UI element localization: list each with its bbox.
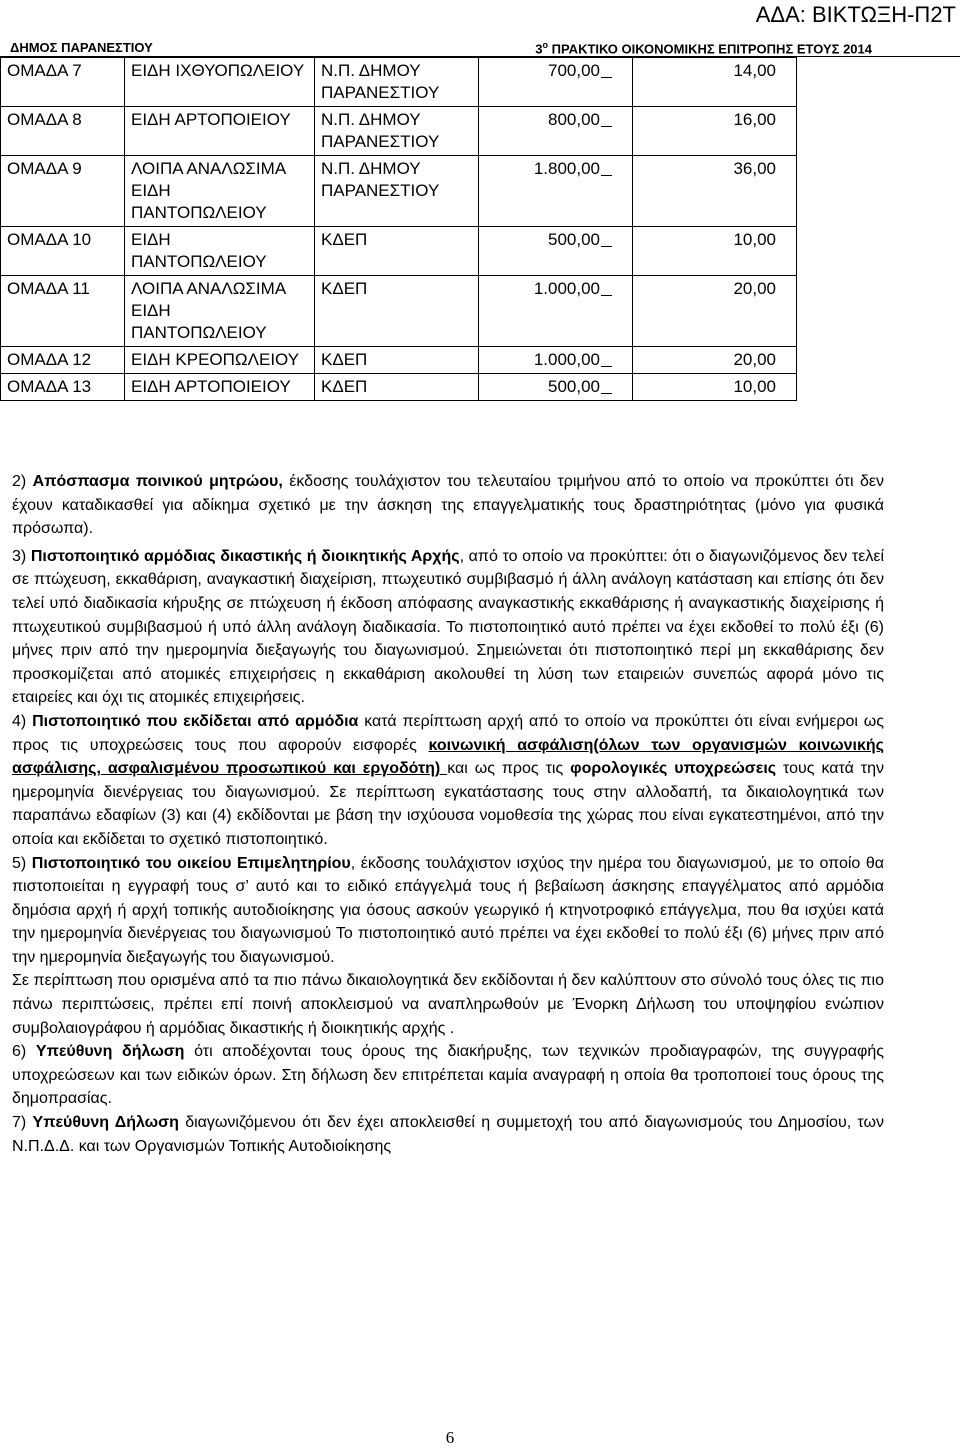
amount-cell: 1.800,00 xyxy=(479,156,633,227)
group-cell: ΟΜΑΔΑ 8 xyxy=(1,107,125,156)
group-cell: ΟΜΑΔΑ 11 xyxy=(1,276,125,347)
item-cell: ΛΟΙΠΑ ΑΝΑΛΩΣΙΜΑ ΕΙΔΗ ΠΑΝΤΟΠΩΛΕΙΟΥ xyxy=(125,276,315,347)
document-body xyxy=(12,470,884,1158)
table-row xyxy=(1,227,797,276)
amount-cell: 500,00 xyxy=(479,227,633,276)
amount-cell: 1.000,00 xyxy=(479,276,633,347)
org-cell: ΚΔΕΠ xyxy=(315,227,479,276)
amount-cell: 1.000,00 xyxy=(479,347,633,374)
paragraph-4: 4) Πιστοποιητικό που εκδίδεται από αρμόδια κατά περίπτωση αρχή από το οποίο να προκύπτει ότι είναι ενήμεροι ως προς τις υποχρεώσεις τους που αφορούν εισφορές κοινωνική ασφάλιση(όλων των οργανισμών κοινωνικής ασφάλισης, ασφαλισμένου προσωπικού και εργοδότη) και ως προς τις φορολογικές υποχρεώσεις τους κατά την ημερομηνία διενέργειας του διαγωνισμού. Σε περίπτωση εγκατάστασης τους στην αλλοδαπή, τα δικαιολογητικά των παραπάνω εδαφίων (3) και (4) εκδίδονται με βάση την ισχύουσα νομοθεσία της χώρας που είναι εγκατεστημένοι, από την οποία και εκδίδεται το σχετικό πιστοποιητικό. xyxy=(12,712,885,848)
currency-mark xyxy=(601,233,612,247)
percent-cell: 36,00 xyxy=(633,156,797,227)
org-cell: Ν.Π. ΔΗΜΟΥ ΠΑΡΑΝΕΣΤΙΟΥ xyxy=(315,58,479,107)
paragraph-3: 3) Πιστοποιητικό αρμόδιας δικαστικής ή διοικητικής Αρχής, από το οποίο να προκύπτει: ότι ο διαγωνιζόμενος δεν τελεί σε πτώχευση, εκκαθάριση, αναγκαστική διαχείριση, πτωχευτικό συμβιβασμό ή άλλη ανάλογη κατάσταση και επίσης ότι δεν τελεί υπό διαδικασία κήρυξης σε πτώχευση ή έκδοση απόφασης αναγκαστικής εκκαθάρισης ή αναγκαστικής διαχείρισης ή πτωχευτικού συμβιβασμού ή υπό άλλη ανάλογη διαδικασία. Το πιστοποιητικό αυτό πρέπει να έχει εκδοθεί το πολύ έξι (6) μήνες πριν από την ημερομηνία διεξαγωγής του διαγωνισμού. Σημειώνεται ότι πιστοποιητικό περί μη εκκαθάρισης δεν προσκομίζεται από ατομικές επιχειρήσεις η εκκαθάριση ακολουθεί τη λύση των εταιρειών συνεπώς αφορά μόνο τις εταιρείες και όχι τις ατομικές επιχειρήσεις. xyxy=(12,547,885,707)
percent-cell: 16,00 xyxy=(633,107,797,156)
currency-mark xyxy=(601,113,612,127)
table-row xyxy=(1,156,797,227)
group-cell: ΟΜΑΔΑ 7 xyxy=(1,58,125,107)
group-cell: ΟΜΑΔΑ 12 xyxy=(1,347,125,374)
group-cell: ΟΜΑΔΑ 9 xyxy=(1,156,125,227)
table-row xyxy=(1,276,797,347)
paragraph-5: 5) Πιστοποιητικό του οικείου Επιμελητηρίου, έκδοσης τουλάχιστον ισχύος την ημέρα του διαγωνισμού, με το οποίο θα πιστοποιείται η εγγραφή τους σ’ αυτό και το ειδικό επάγγελμά τους ή βεβαίωση άσκησης επαγγέλματος από αρμόδια δημόσια αρχή ή αρχή τοπικής αυτοδιοίκησης για όσους ασκούν γεωργικό ή κτηνοτροφικό επάγγελμα, που θα ισχύει κατά την ημερομηνία διενέργειας του διαγωνισμού Το πιστοποιητικό αυτό πρέπει να έχει εκδοθεί το πολύ έξι (6) μήνες πριν από την ημερομηνία διεξαγωγής του διαγωνισμού. xyxy=(12,854,885,966)
currency-mark xyxy=(601,282,612,296)
item-cell: ΛΟΙΠΑ ΑΝΑΛΩΣΙΜΑ ΕΙΔΗ ΠΑΝΤΟΠΩΛΕΙΟΥ xyxy=(125,156,315,227)
item-cell: ΕΙΔΗ ΠΑΝΤΟΠΩΛΕΙΟΥ xyxy=(125,227,315,276)
table-row xyxy=(1,374,797,401)
item-cell: ΕΙΔΗ ΚΡΕΟΠΩΛΕΙΟΥ xyxy=(125,347,315,374)
paragraph-2: 2) Απόσπασμα ποινικού μητρώου, έκδοσης τουλάχιστον του τελευταίου τριμήνου από το οποίο να προκύπτει ότι δεν έχουν καταδικασθεί για αδίκημα σχετικό με την άσκηση της επαγγελματικής τους δραστηριότητας (μόνο για φυσικά πρόσωπα). xyxy=(12,473,884,538)
paragraph-6: 6) Υπεύθυνη δήλωση ότι αποδέχονται τους όρους της διακήρυξης, των τεχνικών προδιαγραφών, της συγγραφής υποχρεώσεων και των ειδικών όρων. Στη δήλωση δεν επιτρέπεται καμία αναγραφή η οποία θα τροποποιεί τους όρους της δημοπρασίας. xyxy=(12,1043,885,1108)
table-row xyxy=(1,58,797,107)
ada-code: ΑΔΑ: ΒΙΚΤΩΞΗ-Π2Τ xyxy=(755,2,956,27)
item-cell: ΕΙΔΗ ΑΡΤΟΠΟΙΕΙΟΥ xyxy=(125,107,315,156)
table-row xyxy=(1,347,797,374)
amount-cell: 500,00 xyxy=(479,374,633,401)
org-cell: Ν.Π. ΔΗΜΟΥ ΠΑΡΑΝΕΣΤΙΟΥ xyxy=(315,107,479,156)
currency-mark xyxy=(601,380,612,394)
currency-mark xyxy=(601,64,612,78)
header-minutes-title: $3^o$ ΠΡΑΚΤΙΚΟ ΟΙΚΟΝΟΜΙΚΗΣ ΕΠΙΤΡΟΠΗΣ ΕΤΟΥΣ 2014 xyxy=(535,40,872,57)
header-municipality: ΔΗΜΟΣ ΠΑΡΑΝΕΣΤΙΟΥ xyxy=(10,40,153,55)
percent-cell: 10,00 xyxy=(633,374,797,401)
item-cell: ΕΙΔΗ ΙΧΘΥΟΠΩΛΕΙΟΥ xyxy=(125,58,315,107)
percent-cell: 20,00 xyxy=(633,347,797,374)
item-cell: ΕΙΔΗ ΑΡΤΟΠΟΙΕΙΟΥ xyxy=(125,374,315,401)
org-cell: ΚΔΕΠ xyxy=(315,276,479,347)
currency-mark xyxy=(601,353,612,367)
paragraph-5b: Σε περίπτωση που ορισμένα από τα πιο πάνω δικαιολογητικά δεν εκδίδονται ή δεν καλύπτουν στο σύνολό τους όλες τις πιο πάνω περιπτώσεις, πρέπει επί ποινή αποκλεισμού να αναπληρωθούν με Ένορκη Δήλωση του υποψηφίου ενώπιον συμβολαιογράφου ή αρμόδιας δικαστικής ή διοικητικής αρχής . xyxy=(12,972,884,1037)
amount-cell: 800,00 xyxy=(479,107,633,156)
table-row xyxy=(1,107,797,156)
group-cell: ΟΜΑΔΑ 10 xyxy=(1,227,125,276)
amount-cell: 700,00 xyxy=(479,58,633,107)
percent-cell: 10,00 xyxy=(633,227,797,276)
percent-cell: 14,00 xyxy=(633,58,797,107)
page-number: 6 xyxy=(445,1428,455,1447)
food-groups-table xyxy=(0,57,797,401)
org-cell: ΚΔΕΠ xyxy=(315,374,479,401)
paragraph-7: 7) Υπεύθυνη Δήλωση διαγωνιζόμενου ότι δεν έχει αποκλεισθεί η συμμετοχή του από διαγωνισμούς του Δημοσίου, των Ν.Π.Δ.Δ. και των Οργανισμών Τοπικής Αυτοδιοίκησης xyxy=(12,1114,885,1155)
group-cell: ΟΜΑΔΑ 13 xyxy=(1,374,125,401)
org-cell: Ν.Π. ΔΗΜΟΥ ΠΑΡΑΝΕΣΤΙΟΥ xyxy=(315,156,479,227)
org-cell: ΚΔΕΠ xyxy=(315,347,479,374)
percent-cell: 20,00 xyxy=(633,276,797,347)
currency-mark xyxy=(601,162,612,176)
